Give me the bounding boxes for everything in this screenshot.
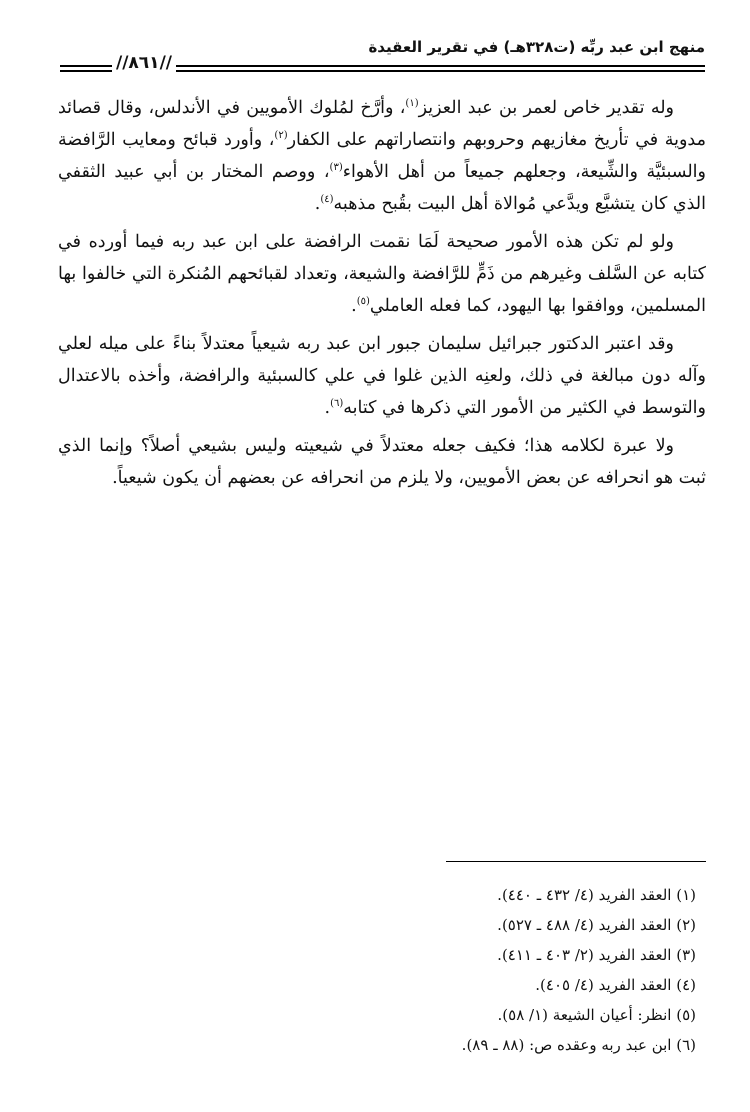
- paragraph-text: .: [314, 194, 321, 214]
- footnote-marker: (٦): [330, 398, 344, 410]
- paragraph-text: .: [324, 398, 331, 418]
- footnote-marker: (٤): [320, 194, 334, 206]
- paragraph-text: وله تقدير خاص لعمر بن عبد العزيز: [418, 98, 674, 118]
- page-number-box: [112, 50, 176, 76]
- page-ornament: //: [159, 53, 172, 73]
- body-paragraph: [58, 328, 706, 424]
- paragraph-text: ، ووصم المختار بن أبي عبيد الثقفي الذي كان يتشيَّع ويدَّعي مُوالاة أهل البيت بقُبح مذهبه: [58, 162, 706, 214]
- body-paragraph: [58, 92, 706, 220]
- page-header: [60, 30, 705, 80]
- paragraph-text: ، وأورد قبائح ومعايب الرَّافضة والسبئيَّة والشِّيعة، وجعلهم جميعاً من أهل الأهواء: [58, 130, 706, 182]
- paragraph-text: ، وأرَّخ لمُلوك الأمويين في الأندلس، وقال قصائد مدوية في تأريخ مغازيهم وحروبهم وانتصاراتهم على الكفار: [58, 98, 706, 150]
- footnote-separator: [446, 861, 706, 862]
- body-paragraph: [58, 430, 706, 494]
- paragraph-text: ولا عبرة لكلامه هذا؛ فكيف جعله معتدلاً في شيعيته وليس بشيعي أصلاً؟ وإنما الذي ثبت هو انحرافه عن بعض الأمويين، ولا يلزم من انحرافه عن بعضهم أن يكون شيعياً.: [58, 436, 706, 488]
- footnote-marker: (٣): [329, 162, 343, 174]
- footnote-item: (٤) العقد الفريد (٤/ ٤٠٥).: [535, 976, 696, 994]
- footnote-marker: (٢): [274, 130, 288, 142]
- paragraph-text: ولو لم تكن هذه الأمور صحيحة لَمَا نقمت الرافضة على ابن عبد ربه فيما أورده في كتابه عن السَّلف وغيرهم من ذَمٍّ للرَّافضة والشيعة، وتعداد لقبائحهم المُنكرة التي خالفوا بها المسلمين، ووافقوا بها اليهود، كما فعله العاملي: [58, 232, 706, 316]
- paragraph-text: وقد اعتبر الدكتور جبرائيل سليمان جبور ابن عبد ربه شيعياً معتدلاً بناءً على ميله لعلي وآله دون مبالغة في ذلك، ولعنِه الذين غلوا في علي كالسبئية والرافضة، وأخذه بالاعتدال والتوسط في الكثير من الأمور التي ذكرها في كتابه: [58, 334, 706, 418]
- footnote-item: (٣) العقد الفريد (٢/ ٤٠٣ ـ ٤١١).: [497, 946, 696, 964]
- footnote-item: (٦) ابن عبد ربه وعقده ص: (٨٨ ـ ٨٩).: [461, 1036, 696, 1054]
- running-title: منهج ابن عبد ربِّه (ت٣٢٨هـ) في تقرير العقيدة: [368, 38, 705, 56]
- footnotes: [296, 880, 696, 1060]
- page-number: ٨٦١: [128, 53, 160, 73]
- footnote-item: (٥) انظر: أعيان الشيعة (١/ ٥٨).: [497, 1006, 696, 1024]
- body-paragraph: [58, 226, 706, 322]
- paragraph-text: .: [351, 296, 357, 316]
- footnote-marker: (٥): [356, 296, 370, 308]
- footnote-item: (٢) العقد الفريد (٤/ ٤٨٨ ـ ٥٢٧).: [497, 916, 696, 934]
- body-text: [58, 92, 706, 500]
- page-ornament: //: [116, 53, 129, 73]
- footnote-item: (١) العقد الفريد (٤/ ٤٣٢ ـ ٤٤٠).: [497, 886, 696, 904]
- footnote-marker: (١): [405, 98, 419, 110]
